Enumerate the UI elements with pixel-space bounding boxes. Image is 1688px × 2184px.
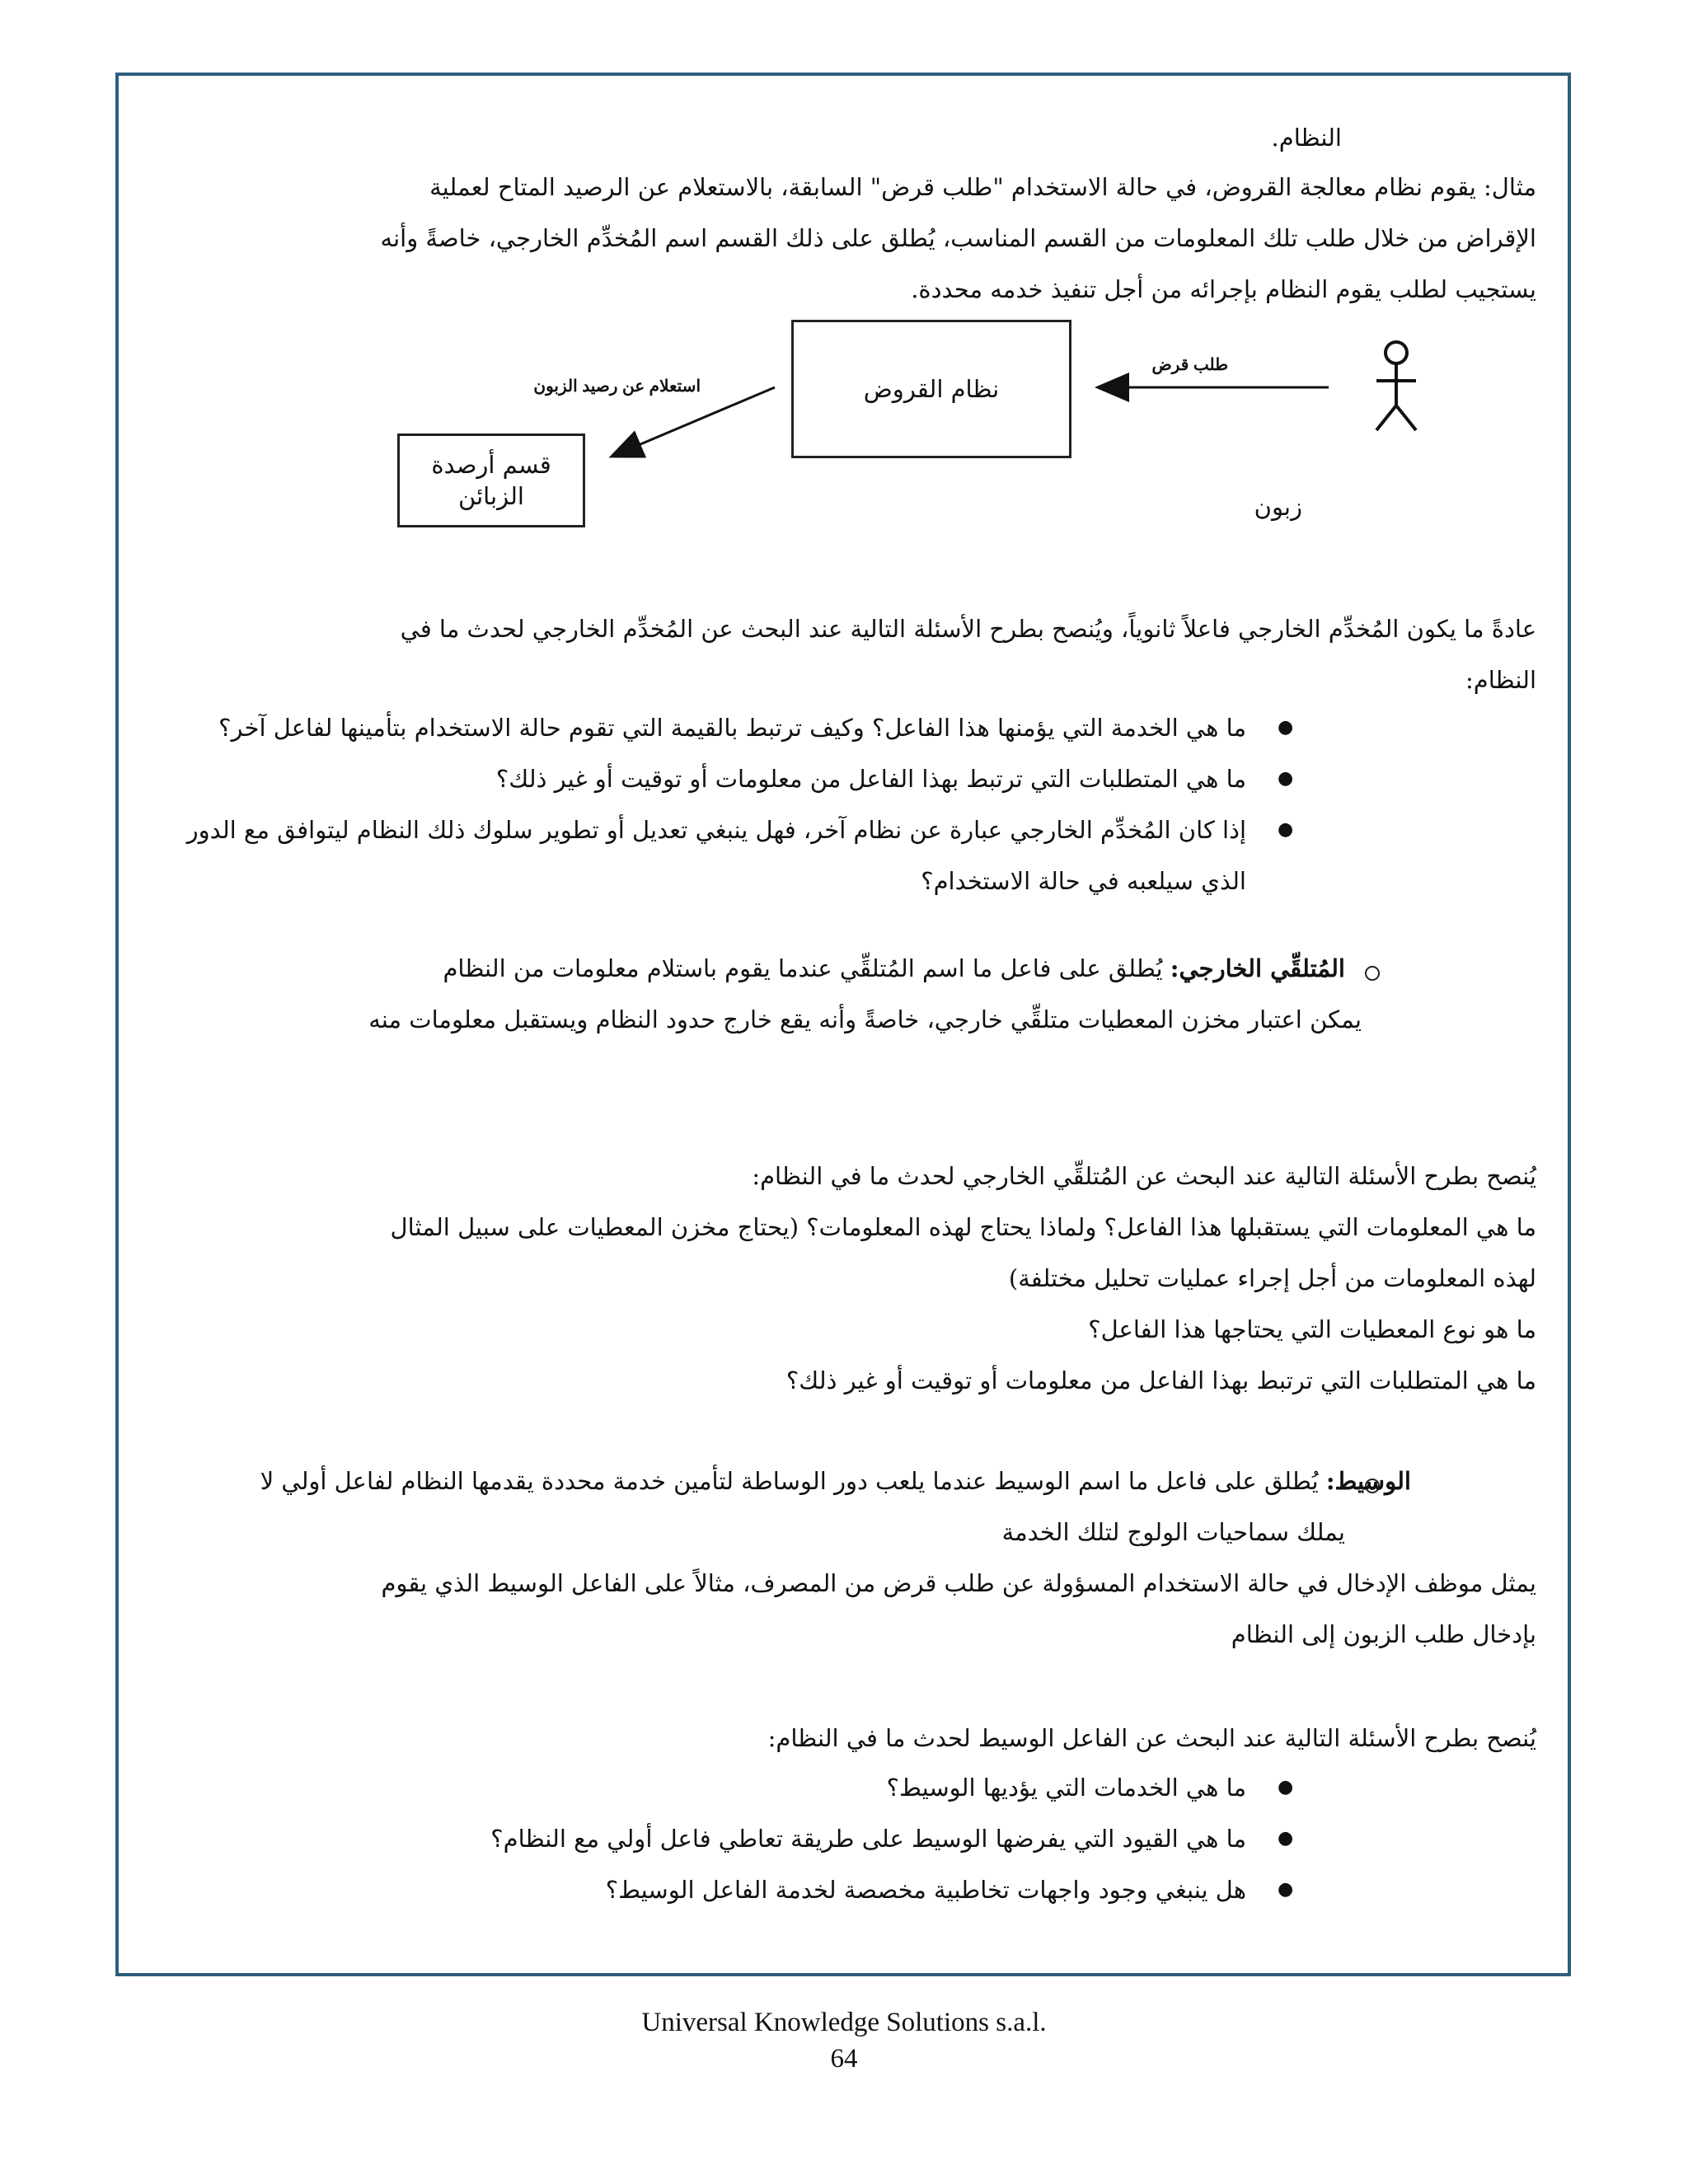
paragraph-line: بإدخال طلب الزبون إلى النظام [1231,1620,1536,1648]
bullet-icon: ● [1278,768,1294,789]
diagram-arrows [0,0,1688,577]
intro-line: يستجيب لطلب يقوم النظام بإجرائه من أجل تنفيذ خدمه محددة. [911,275,1536,303]
bullet-item: ما هي المتطلبات التي ترتبط بهذا الفاعل من معلومات أو توقيت أو غير ذلك؟ [495,765,1246,793]
intro-line: الإقراض من خلال طلب تلك المعلومات من القسم المناسب، يُطلق على ذلك القسم اسم المُخدِّم الخارجي، خاصةً وأنه [380,224,1536,252]
bullet-item-continuation: الذي سيلعبه في حالة الاستخدام؟ [921,867,1246,895]
receiver-line: يمكن اعتبار مخزن المعطيات متلقِّي خارجي، خاصةً وأنه يقع خارج حدود النظام ويستقبل معلومات منه [368,1005,1362,1033]
bullet-item: ما هي الخدمات التي يؤديها الوسيط؟ [886,1774,1246,1802]
mediator-definition-text: يُطلق على فاعل ما اسم الوسيط عندما يلعب دور الوساطة لتأمين خدمة محددة يقدمها النظام لفاعل أولي لا [260,1467,1326,1495]
footer-company: Universal Knowledge Solutions s.a.l. [641,2008,1047,2037]
mediator-definition [260,1467,1411,1495]
paragraph-line: ما هو نوع المعطيات التي يحتاجها هذا الفاعل؟ [1088,1315,1536,1343]
bullet-icon: ● [1278,1879,1294,1900]
actor-icon [1376,342,1416,430]
paragraph-line: لهذه المعلومات من أجل إجراء عمليات تحليل مختلفة) [1008,1264,1536,1292]
intro-line: النظام. [1271,124,1342,152]
bullet-icon: ● [1278,819,1294,840]
query-arrow [613,387,775,456]
mediator-line: يملك سماحيات الولوج لتلك الخدمة [1001,1518,1345,1546]
bullet-item: ما هي الخدمة التي يؤمنها هذا الفاعل؟ وكيف ترتبط بالقيمة التي تقوم حالة الاستخدام بتأمينها لفاعل آخر؟ [218,714,1246,742]
system-box: نظام القروض [791,320,1071,458]
query-label: استعلام عن رصيد الزبون [533,377,701,396]
request-label: طلب قرض [1151,356,1228,374]
paragraph-line: النظام: [1465,666,1536,694]
bullet-icon: ● [1278,1777,1294,1797]
paragraph-line: يمثل موظف الإدخال في حالة الاستخدام المسؤولة عن طلب قرض من المصرف، مثالاً على الفاعل الوسيط الذي يقوم [381,1569,1536,1597]
bullet-item: إذا كان المُخدِّم الخارجي عبارة عن نظام آخر، فهل ينبغي تعديل أو تطوير سلوك ذلك النظام ليتوافق مع الدور [186,816,1246,844]
paragraph-line: ما هي المعلومات التي يستقبلها هذا الفاعل؟ ولماذا يحتاج لهذه المعلومات؟ (يحتاج مخزن المعطيات على سبيل المثال [390,1213,1536,1241]
dept-box-line: الزبائن [458,482,524,510]
actor-label: زبون [1254,493,1302,521]
bullet-item: هل ينبغي وجود واجهات تخاطبية مخصصة لخدمة الفاعل الوسيط؟ [605,1876,1246,1904]
receiver-definition [443,954,1345,982]
bullet-icon: ● [1278,717,1294,738]
paragraph-line: ما هي المتطلبات التي ترتبط بهذا الفاعل من معلومات أو توقيت أو غير ذلك؟ [785,1366,1536,1394]
mediator-term: الوسيط: [1325,1467,1411,1495]
receiver-definition-text: يُطلق على فاعل ما اسم المُتلقِّي عندما يقوم باستلام معلومات من النظام [443,954,1170,982]
paragraph-line: يُنصح بطرح الأسئلة التالية عند البحث عن الفاعل الوسيط لحدث ما في النظام: [767,1724,1536,1752]
footer-page-number: 64 [830,2044,858,2074]
intro-line: مثال: يقوم نظام معالجة القروض، في حالة الاستخدام "طلب قرض" السابقة، بالاستعلام عن الرصيد المتاح لعملية [429,173,1536,201]
bullet-item: ما هي القيود التي يفرضها الوسيط على طريقة تعاطي فاعل أولي مع النظام؟ [490,1825,1246,1853]
circle-bullet-icon [1365,966,1380,981]
receiver-term: المُتلقِّي الخارجي: [1170,954,1345,982]
paragraph-line: عادةً ما يكون المُخدِّم الخارجي فاعلاً ثانوياً، ويُنصح بطرح الأسئلة التالية عند البحث عن المُخدِّم الخارجي لحدث ما في [400,615,1536,643]
dept-box-line: قسم أرصدة [431,451,551,479]
paragraph-line: يُنصح بطرح الأسئلة التالية عند البحث عن المُتلقِّي الخارجي لحدث ما في النظام: [752,1162,1536,1190]
bullet-icon: ● [1278,1828,1294,1849]
